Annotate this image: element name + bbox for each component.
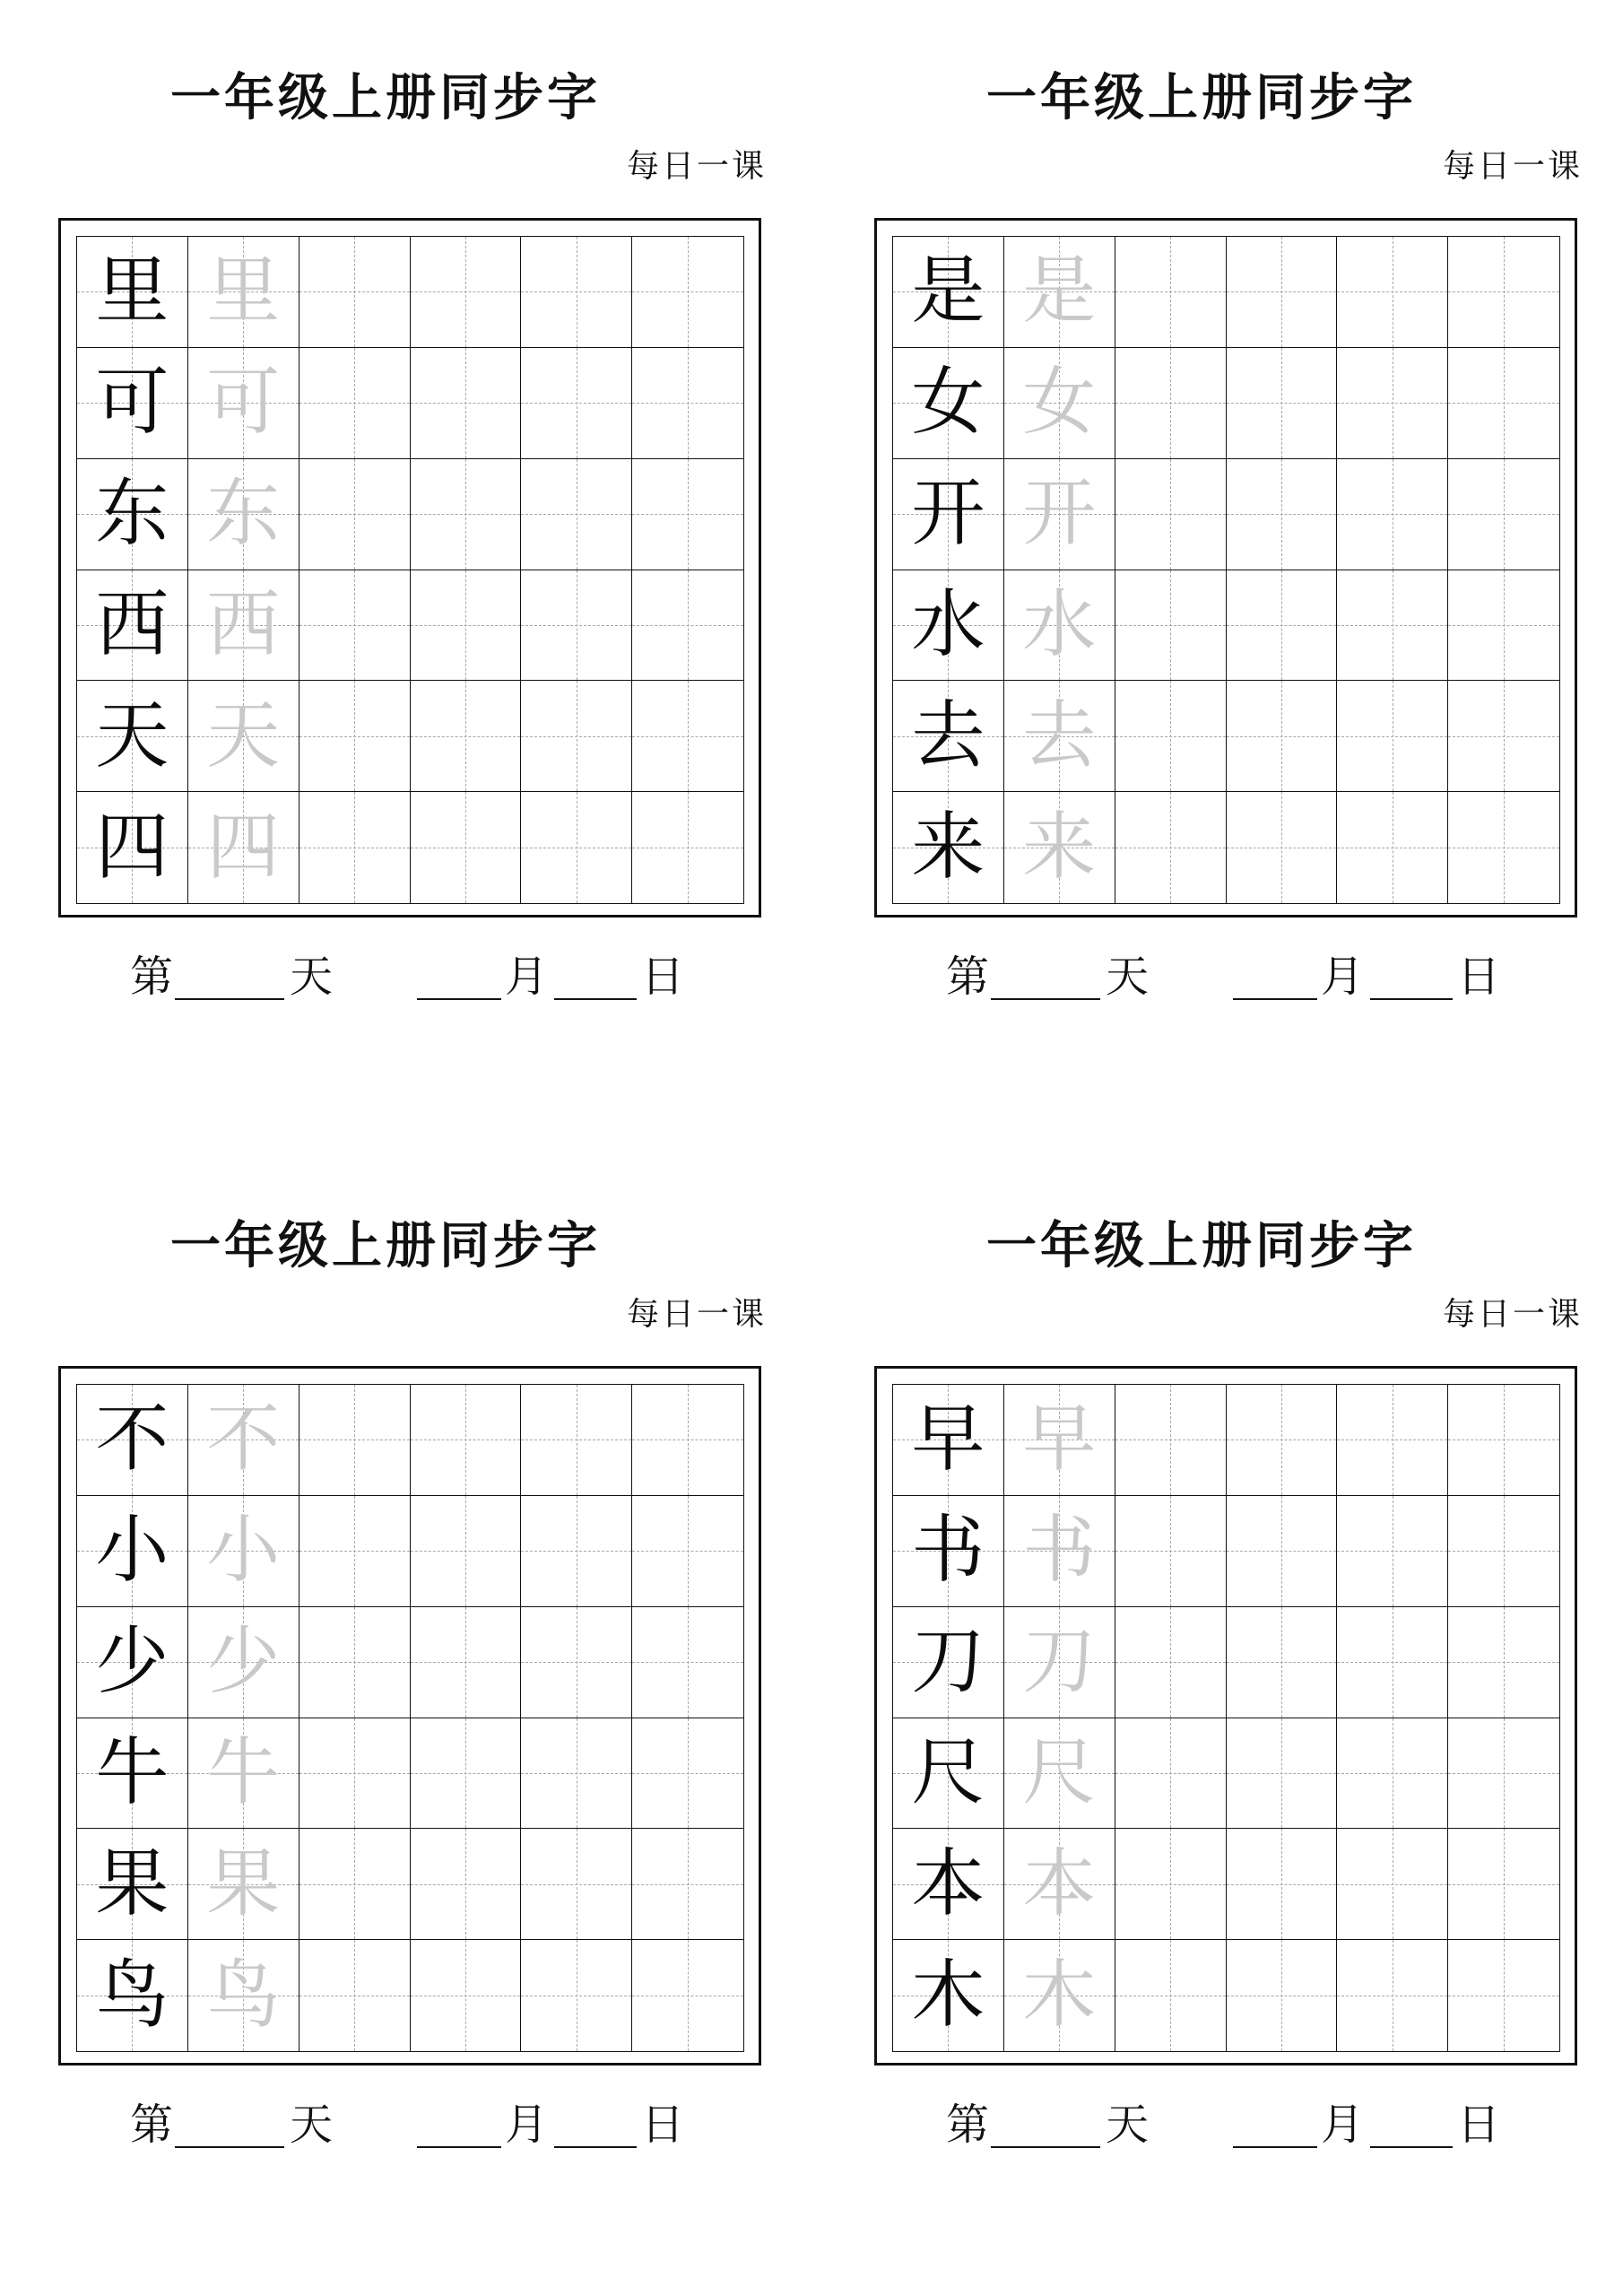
blank-writing-cell <box>1448 570 1559 682</box>
writing-grid-frame <box>58 1366 761 2066</box>
month-blank[interactable] <box>417 998 501 1000</box>
blank-writing-cell <box>411 1496 522 1607</box>
blank-writing-cell <box>1115 1829 1227 1940</box>
blank-writing-cell <box>632 1496 743 1607</box>
day-number-blank[interactable] <box>991 2146 1100 2148</box>
model-character: 可 <box>95 360 169 446</box>
blank-writing-cell <box>411 1940 522 2051</box>
trace-character: 西 <box>206 581 281 667</box>
model-character: 东 <box>95 471 169 557</box>
trace-character: 可 <box>206 360 281 446</box>
sheet-subtitle: 每日一课 <box>1442 1296 1583 1333</box>
blank-writing-cell <box>1227 1385 1338 1496</box>
trace-character: 书 <box>1022 1508 1097 1594</box>
practice-sheet <box>874 1148 1583 2150</box>
trace-character-cell <box>1004 792 1115 903</box>
blank-writing-cell <box>411 348 522 459</box>
model-character-cell <box>893 792 1004 903</box>
trace-character-cell <box>188 1829 299 1940</box>
model-character-cell <box>893 237 1004 348</box>
day-number-blank[interactable] <box>175 998 284 1000</box>
trace-character-cell <box>1004 459 1115 570</box>
trace-character-cell <box>1004 1385 1115 1496</box>
date-blank[interactable] <box>1370 2146 1453 2148</box>
blank-writing-cell <box>521 792 632 903</box>
blank-writing-cell <box>1337 1607 1448 1718</box>
trace-character-cell <box>1004 1829 1115 1940</box>
blank-writing-cell <box>1337 1385 1448 1496</box>
trace-character-cell <box>1004 237 1115 348</box>
blank-writing-cell <box>1227 459 1338 570</box>
blank-writing-cell <box>1448 459 1559 570</box>
blank-writing-cell <box>632 1718 743 1830</box>
blank-writing-cell <box>521 348 632 459</box>
model-character-cell <box>893 570 1004 682</box>
trace-character-cell <box>1004 1607 1115 1718</box>
model-character: 尺 <box>911 1729 985 1815</box>
trace-character-cell <box>188 1718 299 1830</box>
trace-character: 东 <box>206 471 281 557</box>
model-character: 刀 <box>911 1619 985 1705</box>
trace-character: 来 <box>1022 804 1097 891</box>
trace-character: 果 <box>206 1840 281 1926</box>
day-suffix: 天 <box>1106 952 1150 1002</box>
sheet-title: 一年级上册同步字 <box>170 69 601 127</box>
trace-character-cell <box>188 1385 299 1496</box>
writing-grid <box>76 236 744 904</box>
trace-character-cell <box>188 1607 299 1718</box>
model-character: 木 <box>911 1952 985 2039</box>
blank-writing-cell <box>521 1496 632 1607</box>
model-character-cell <box>77 237 188 348</box>
blank-writing-cell <box>411 1829 522 1940</box>
writing-grid-frame <box>58 218 761 918</box>
trace-character-cell <box>188 681 299 792</box>
model-character: 去 <box>911 692 985 778</box>
blank-writing-cell <box>521 681 632 792</box>
trace-character-cell <box>188 459 299 570</box>
practice-sheet <box>58 1148 767 2150</box>
model-character-cell <box>893 681 1004 792</box>
blank-writing-cell <box>521 237 632 348</box>
model-character-cell <box>893 1496 1004 1607</box>
model-character-cell <box>77 570 188 682</box>
model-character-cell <box>893 1829 1004 1940</box>
blank-writing-cell <box>632 792 743 903</box>
blank-writing-cell <box>1115 1718 1227 1830</box>
writing-grid <box>76 1384 744 2052</box>
blank-writing-cell <box>521 1607 632 1718</box>
model-character-cell <box>77 348 188 459</box>
month-blank[interactable] <box>1233 998 1317 1000</box>
blank-writing-cell <box>299 459 411 570</box>
trace-character: 女 <box>1022 360 1097 446</box>
trace-character: 牛 <box>206 1729 281 1815</box>
blank-writing-cell <box>1115 348 1227 459</box>
month-label: 月 <box>505 2100 549 2150</box>
blank-writing-cell <box>1448 1940 1559 2051</box>
trace-character: 去 <box>1022 692 1097 778</box>
model-character: 早 <box>911 1396 985 1483</box>
blank-writing-cell <box>1337 570 1448 682</box>
trace-character: 里 <box>206 248 281 335</box>
model-character: 是 <box>911 248 985 335</box>
model-character-cell <box>893 348 1004 459</box>
model-character-cell <box>893 1607 1004 1718</box>
writing-grid-frame <box>874 1366 1577 2066</box>
model-character: 来 <box>911 804 985 891</box>
blank-writing-cell <box>299 1940 411 2051</box>
blank-writing-cell <box>521 1829 632 1940</box>
model-character-cell <box>77 1718 188 1830</box>
trace-character: 刀 <box>1022 1619 1097 1705</box>
writing-grid-frame <box>874 218 1577 918</box>
model-character: 少 <box>95 1619 169 1705</box>
blank-writing-cell <box>299 1385 411 1496</box>
blank-writing-cell <box>1115 792 1227 903</box>
month-label: 月 <box>1321 2100 1365 2150</box>
sheet-title: 一年级上册同步字 <box>986 69 1417 127</box>
blank-writing-cell <box>1448 1718 1559 1830</box>
blank-writing-cell <box>411 459 522 570</box>
blank-writing-cell <box>632 459 743 570</box>
blank-writing-cell <box>299 1829 411 1940</box>
day-number-blank[interactable] <box>991 998 1100 1000</box>
model-character: 果 <box>95 1840 169 1926</box>
date-label: 日 <box>1457 2100 1501 2150</box>
blank-writing-cell <box>632 348 743 459</box>
month-label: 月 <box>505 952 549 1002</box>
trace-character-cell <box>188 237 299 348</box>
blank-writing-cell <box>411 681 522 792</box>
trace-character: 水 <box>1022 581 1097 667</box>
blank-writing-cell <box>299 237 411 348</box>
sheet-subtitle: 每日一课 <box>626 1296 767 1333</box>
trace-character-cell <box>188 792 299 903</box>
model-character: 牛 <box>95 1729 169 1815</box>
sheet-title: 一年级上册同步字 <box>986 1217 1417 1275</box>
blank-writing-cell <box>299 1607 411 1718</box>
blank-writing-cell <box>1448 1829 1559 1940</box>
model-character-cell <box>893 459 1004 570</box>
blank-writing-cell <box>1115 237 1227 348</box>
date-blank[interactable] <box>554 998 637 1000</box>
model-character: 水 <box>911 581 985 667</box>
blank-writing-cell <box>1115 570 1227 682</box>
trace-character-cell <box>1004 1940 1115 2051</box>
blank-writing-cell <box>1337 1718 1448 1830</box>
blank-writing-cell <box>1227 237 1338 348</box>
model-character: 女 <box>911 360 985 446</box>
trace-character: 开 <box>1022 471 1097 557</box>
day-suffix: 天 <box>1106 2100 1150 2150</box>
blank-writing-cell <box>411 570 522 682</box>
blank-writing-cell <box>411 1385 522 1496</box>
model-character-cell <box>893 1940 1004 2051</box>
blank-writing-cell <box>1115 681 1227 792</box>
blank-writing-cell <box>1227 1940 1338 2051</box>
blank-writing-cell <box>521 570 632 682</box>
day-prefix: 第 <box>130 952 174 1002</box>
day-suffix: 天 <box>290 2100 334 2150</box>
trace-character: 本 <box>1022 1840 1097 1926</box>
blank-writing-cell <box>1227 1496 1338 1607</box>
model-character-cell <box>77 792 188 903</box>
model-character: 开 <box>911 471 985 557</box>
blank-writing-cell <box>1448 1385 1559 1496</box>
blank-writing-cell <box>299 348 411 459</box>
date-label: 日 <box>641 2100 685 2150</box>
trace-character-cell <box>1004 1496 1115 1607</box>
practice-sheet <box>874 0 1583 1002</box>
blank-writing-cell <box>1337 1496 1448 1607</box>
trace-character-cell <box>188 1496 299 1607</box>
model-character-cell <box>77 1607 188 1718</box>
model-character-cell <box>77 1496 188 1607</box>
blank-writing-cell <box>632 1385 743 1496</box>
blank-writing-cell <box>1337 1829 1448 1940</box>
day-prefix: 第 <box>946 952 990 1002</box>
blank-writing-cell <box>1227 1829 1338 1940</box>
date-label: 日 <box>1457 952 1501 1002</box>
date-footer <box>58 952 767 1009</box>
blank-writing-cell <box>411 1607 522 1718</box>
blank-writing-cell <box>411 1718 522 1830</box>
blank-writing-cell <box>411 237 522 348</box>
blank-writing-cell <box>1115 1496 1227 1607</box>
model-character: 天 <box>95 692 169 778</box>
blank-writing-cell <box>1337 792 1448 903</box>
blank-writing-cell <box>1337 681 1448 792</box>
blank-writing-cell <box>632 570 743 682</box>
model-character: 不 <box>95 1396 169 1483</box>
blank-writing-cell <box>1448 1496 1559 1607</box>
blank-writing-cell <box>632 237 743 348</box>
blank-writing-cell <box>299 1718 411 1830</box>
blank-writing-cell <box>1337 459 1448 570</box>
model-character: 本 <box>911 1840 985 1926</box>
blank-writing-cell <box>521 459 632 570</box>
trace-character-cell <box>1004 348 1115 459</box>
month-blank[interactable] <box>417 2146 501 2148</box>
sheet-title: 一年级上册同步字 <box>170 1217 601 1275</box>
trace-character: 四 <box>206 804 281 891</box>
trace-character: 鸟 <box>206 1952 281 2039</box>
trace-character: 小 <box>206 1508 281 1594</box>
date-blank[interactable] <box>1370 998 1453 1000</box>
blank-writing-cell <box>411 792 522 903</box>
day-prefix: 第 <box>946 2100 990 2150</box>
model-character: 四 <box>95 804 169 891</box>
trace-character: 天 <box>206 692 281 778</box>
day-prefix: 第 <box>130 2100 174 2150</box>
model-character-cell <box>893 1385 1004 1496</box>
blank-writing-cell <box>632 681 743 792</box>
blank-writing-cell <box>1337 348 1448 459</box>
date-blank[interactable] <box>554 2146 637 2148</box>
blank-writing-cell <box>1115 1940 1227 2051</box>
trace-character: 是 <box>1022 248 1097 335</box>
date-footer <box>58 2100 767 2157</box>
blank-writing-cell <box>299 1496 411 1607</box>
blank-writing-cell <box>1227 1607 1338 1718</box>
blank-writing-cell <box>1337 1940 1448 2051</box>
trace-character-cell <box>1004 570 1115 682</box>
blank-writing-cell <box>1448 1607 1559 1718</box>
model-character-cell <box>77 459 188 570</box>
trace-character: 早 <box>1022 1396 1097 1483</box>
blank-writing-cell <box>1227 348 1338 459</box>
date-footer <box>874 952 1583 1009</box>
blank-writing-cell <box>1227 792 1338 903</box>
blank-writing-cell <box>1448 681 1559 792</box>
model-character: 里 <box>95 248 169 335</box>
blank-writing-cell <box>299 570 411 682</box>
model-character-cell <box>77 1385 188 1496</box>
blank-writing-cell <box>1448 348 1559 459</box>
blank-writing-cell <box>1115 1385 1227 1496</box>
model-character: 鸟 <box>95 1952 169 2039</box>
trace-character-cell <box>188 570 299 682</box>
model-character: 西 <box>95 581 169 667</box>
trace-character-cell <box>1004 1718 1115 1830</box>
model-character-cell <box>893 1718 1004 1830</box>
blank-writing-cell <box>1337 237 1448 348</box>
trace-character-cell <box>188 1940 299 2051</box>
model-character: 小 <box>95 1508 169 1594</box>
blank-writing-cell <box>632 1607 743 1718</box>
model-character-cell <box>77 1940 188 2051</box>
blank-writing-cell <box>1227 1718 1338 1830</box>
day-suffix: 天 <box>290 952 334 1002</box>
month-label: 月 <box>1321 952 1365 1002</box>
trace-character: 尺 <box>1022 1729 1097 1815</box>
trace-character: 不 <box>206 1396 281 1483</box>
blank-writing-cell <box>521 1385 632 1496</box>
model-character-cell <box>77 681 188 792</box>
model-character-cell <box>77 1829 188 1940</box>
blank-writing-cell <box>1115 1607 1227 1718</box>
day-number-blank[interactable] <box>175 2146 284 2148</box>
sheet-subtitle: 每日一课 <box>1442 148 1583 185</box>
model-character: 书 <box>911 1508 985 1594</box>
date-label: 日 <box>641 952 685 1002</box>
blank-writing-cell <box>632 1940 743 2051</box>
practice-sheet <box>58 0 767 1002</box>
trace-character-cell <box>188 348 299 459</box>
trace-character-cell <box>1004 681 1115 792</box>
sheet-subtitle: 每日一课 <box>626 148 767 185</box>
blank-writing-cell <box>299 792 411 903</box>
blank-writing-cell <box>521 1718 632 1830</box>
blank-writing-cell <box>1448 792 1559 903</box>
blank-writing-cell <box>632 1829 743 1940</box>
blank-writing-cell <box>1448 237 1559 348</box>
blank-writing-cell <box>1115 459 1227 570</box>
trace-character: 少 <box>206 1619 281 1705</box>
blank-writing-cell <box>299 681 411 792</box>
writing-grid <box>892 236 1560 904</box>
writing-grid <box>892 1384 1560 2052</box>
trace-character: 木 <box>1022 1952 1097 2039</box>
blank-writing-cell <box>521 1940 632 2051</box>
month-blank[interactable] <box>1233 2146 1317 2148</box>
blank-writing-cell <box>1227 681 1338 792</box>
blank-writing-cell <box>1227 570 1338 682</box>
date-footer <box>874 2100 1583 2157</box>
